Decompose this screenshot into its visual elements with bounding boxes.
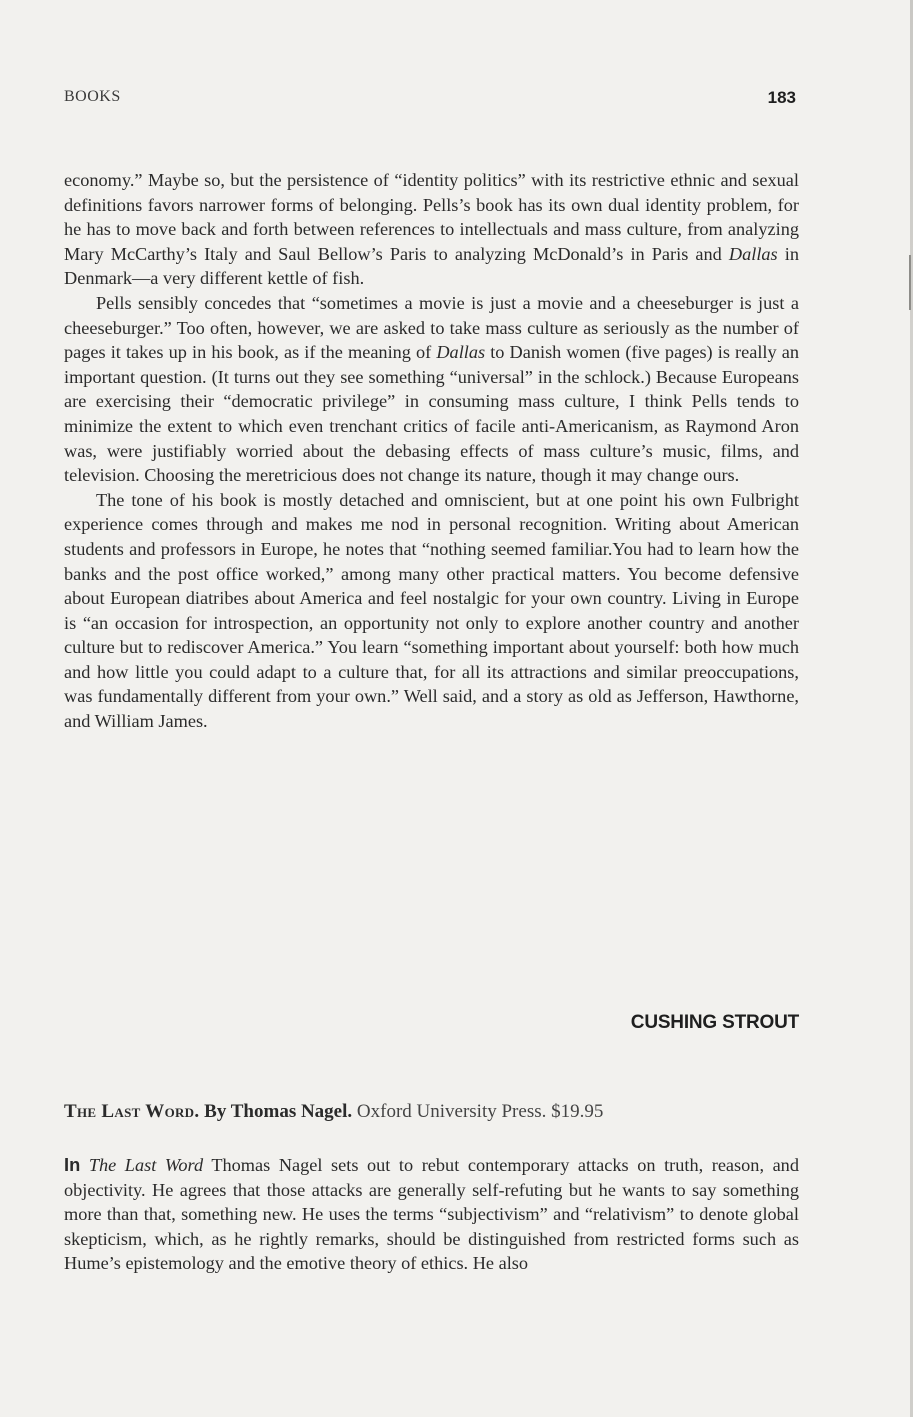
- review-2-paragraph-1: [64, 1153, 799, 1276]
- review-2-body-text: Thomas Nagel sets out to rebut contemporary attacks on truth, reason, and objectivity. He agrees that those attacks are generally self-refuting but he wants to say something more than that, something new. He uses the terms “subjectivism” and “relativism” to denote global skepticism, which, as he rightly remarks, should be distinguished from restricted forms such as Hume’s epistemology and the emotive theory of ethics. He also: [64, 1155, 799, 1274]
- review-1-p1-text-b: in Denmark—a very different kettle of fish.: [64, 243, 799, 289]
- page-number: 183: [767, 88, 796, 107]
- review-2-book-title-italic: The Last Word: [88, 1155, 204, 1175]
- running-head: [64, 88, 796, 112]
- review-1-p1-text-a: economy.” Maybe so, but the persistence of “identity politics” with its restrictive ethnic and sexual definitions favors narrower forms of belonging. Pells’s book has its own dual identity problem, for he has to move back and forth between references to intellectuals and mass culture, from analyzing Mary McCarthy’s Italy and Saul Bellow’s Paris to analyzing McDonald’s in Paris and: [64, 170, 799, 264]
- review-2-opening-word: In: [64, 1154, 81, 1175]
- review-2-publisher-price: Oxford University Press. $19.95: [356, 1101, 604, 1122]
- review-1-p2-text-a: Pells sensibly concedes that “sometimes a movie is just a movie and a cheeseburger is just a cheeseburger.” Too often, however, we are asked to take mass culture as seriously as the number of pages it takes up in his book, as if the meaning of: [64, 292, 799, 363]
- review-2-body: [64, 1153, 799, 1276]
- review-1-p2-text-b: to Danish women (five pages) is really an important question. (It turns out they see something “universal” in the schlock.) Because Europeans are exercising their “democratic privilege” in consuming mass culture, I think Pells tends to minimize the extent to which even trenchant critics of facile anti-Americanism, as Raymond Aron was, were justifiably worried about the debasing effects of mass culture’s music, films, and television. Choosing the meretricious does not change its nature, though it may change ours.: [64, 342, 799, 486]
- review-2-book-title: The Last Word.: [64, 1101, 200, 1122]
- review-1-p3-text: The tone of his book is mostly detached and omniscient, but at one point his own Fulbright experience comes through and makes me nod in personal recognition. Writing about American students and professors in Europe, he notes that “nothing seemed familiar.You had to learn how the banks and the post office worked,” among many other practical matters. You become defensive about European diatribes about America and feel nostalgic for your own country. Living in Europe is “an occasion for introspection, an opportunity not only to explore another country and another culture but to rediscover America.” You learn “something important about yourself: both how much and how little you could adapt to a culture that, for all its attractions and similar preoccupations, was fundamentally different from your own.” Well said, and a story as old as Jefferson, Hawthorne, and William James.: [64, 489, 799, 732]
- review-1-paragraph-2: [64, 291, 799, 488]
- review-2-author: By Thomas Nagel.: [204, 1101, 353, 1122]
- review-2-heading: [64, 1101, 804, 1123]
- reviewer-byline: CUSHING STROUT: [630, 1012, 799, 1033]
- review-1-paragraph-3: [64, 488, 799, 734]
- running-head-section: BOOKS: [64, 88, 121, 105]
- page-edge-mark: [909, 255, 911, 310]
- review-1-p1-italic-dallas: Dallas: [728, 243, 778, 264]
- review-1-body: [64, 168, 799, 734]
- review-1-p2-italic-dallas: Dallas: [436, 342, 486, 363]
- review-1-paragraph-1: [64, 168, 799, 291]
